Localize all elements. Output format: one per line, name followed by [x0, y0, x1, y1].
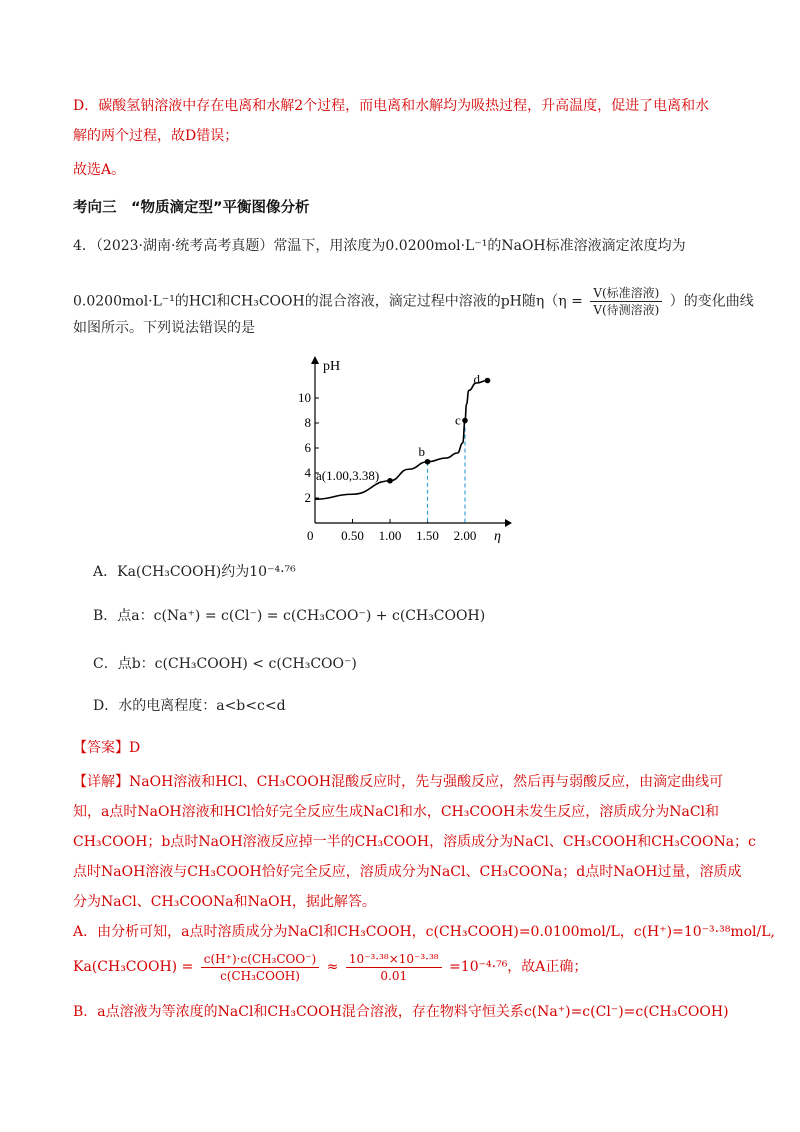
- detail-line-1: 【详解】NaOH溶液和HCl、CH₃COOH混酸反应时，先与强酸反应，然后再与弱酸反应，由滴定曲线可: [73, 774, 724, 790]
- ka-rhs: =10⁻⁴·⁷⁶，故A正确；: [449, 959, 588, 975]
- x-tick-label: 0.50: [341, 528, 364, 543]
- question-4-line-2b: ）的变化曲线: [669, 293, 754, 310]
- y-tick-label: 10: [298, 390, 311, 405]
- x-axis-label: η: [494, 529, 501, 544]
- x-tick-label: 2.00: [453, 528, 477, 543]
- question-4-line-2a: 0.0200mol·L⁻¹的HCl和CH₃COOH的混合溶液，滴定过程中溶液的pH随η（η =: [73, 293, 583, 310]
- question-4-line-3: 如图所示。下列说法错误的是: [73, 320, 255, 336]
- point-a: [387, 478, 393, 484]
- y-tick-label: 2: [304, 490, 311, 505]
- titration-chart: [290, 350, 520, 550]
- y-tick-label: 6: [304, 440, 311, 455]
- detail-line-5: 分为NaCl、CH₃COONa和NaOH，据此解答。: [73, 894, 376, 910]
- answer: 【答案】D: [73, 740, 141, 756]
- partD-line-2: 解的两个过程，故D错误；: [73, 128, 239, 144]
- y-axis-label: pH: [323, 359, 341, 374]
- point-label-d: d: [473, 371, 480, 387]
- x-tick-label: 1.00: [378, 528, 402, 543]
- eta-fraction: [590, 285, 662, 318]
- partD-line-1: D．碳酸氢钠溶液中存在电离和水解2个过程，而电离和水解均为吸热过程，升高温度，促进了电离和水: [73, 98, 710, 114]
- option-B: B．点a：c(Na⁺) = c(Cl⁻) = c(CH₃COO⁻) + c(CH₃COOH): [93, 608, 486, 624]
- ka-fraction-2: [346, 951, 442, 984]
- x-tick-label: 1.50: [416, 528, 439, 543]
- x-axis-arrow: [505, 519, 512, 527]
- option-A: A．Ka(CH₃COOH)约为10⁻⁴·⁷⁶: [93, 564, 296, 580]
- detail-B-line: B．a点溶液为等浓度的NaCl和CH₃COOH混合溶液，存在物料守恒关系c(Na⁺)=c(Cl⁻)=c(CH₃COOH): [73, 1004, 729, 1020]
- ka-numerator-1: c(H⁺)·c(CH₃COO⁻): [201, 951, 319, 968]
- ka-numerator-2: 10⁻³·³⁸×10⁻³·³⁸: [346, 951, 442, 968]
- eta-denominator: V(待测溶液): [593, 303, 660, 317]
- detail-line-3: CH₃COOH；b点时NaOH溶液反应掉一半的CH₃COOH，溶质成分为NaCl、CH₃COOH和CH₃COONa；c: [73, 834, 756, 850]
- choose-line: 故选A。: [73, 162, 126, 178]
- point-label-b: b: [418, 443, 425, 459]
- ka-denominator-1: c(CH₃COOH): [220, 968, 300, 983]
- ka-denominator-2: 0.01: [380, 968, 408, 983]
- point-label-a: a(1.00,3.38): [316, 467, 380, 483]
- y-tick-label: 8: [304, 415, 311, 430]
- detail-A-line: A．由分析可知，a点时溶质成分为NaCl和CH₃COOH，c(CH₃COOH)=0.0100mol/L，c(H⁺)=10⁻³·³⁸mol/L,: [73, 924, 775, 940]
- ka-equation: [73, 950, 587, 984]
- ka-fraction-1: [201, 951, 319, 984]
- y-axis-arrow: [311, 356, 319, 364]
- question-4-line-1: 4．（2023·湖南·统考高考真题）常温下，用浓度为0.0200mol·L⁻¹的NaOH标准溶液滴定浓度均为: [73, 238, 686, 254]
- detail-line-4: 点时NaOH溶液与CH₃COOH恰好完全反应，溶质成分为NaCl、CH₃COONa；d点时NaOH过量，溶质成: [73, 864, 742, 880]
- option-C: C．点b：c(CH₃COOH) < c(CH₃COO⁻): [93, 656, 357, 672]
- section-title: 考向三 “物质滴定型”平衡图像分析: [73, 200, 310, 216]
- question-4-line-2: [73, 285, 754, 318]
- point-b: [425, 459, 431, 465]
- eta-numerator: V(标准溶液): [590, 285, 662, 302]
- point-label-c: c: [455, 412, 461, 428]
- ka-lhs: Ka(CH₃COOH) =: [73, 959, 194, 975]
- point-d: [485, 378, 491, 384]
- ka-approx: ≈: [326, 959, 339, 975]
- option-D: D．水的电离程度：a<b<c<d: [93, 698, 286, 714]
- detail-line-2: 知，a点时NaOH溶液和HCl恰好完全反应生成NaCl和水，CH₃COOH未发生反应，溶质成分为NaCl和: [73, 804, 720, 820]
- point-c: [462, 418, 468, 424]
- origin-label: 0: [307, 528, 314, 543]
- y-tick-label: 4: [304, 465, 311, 480]
